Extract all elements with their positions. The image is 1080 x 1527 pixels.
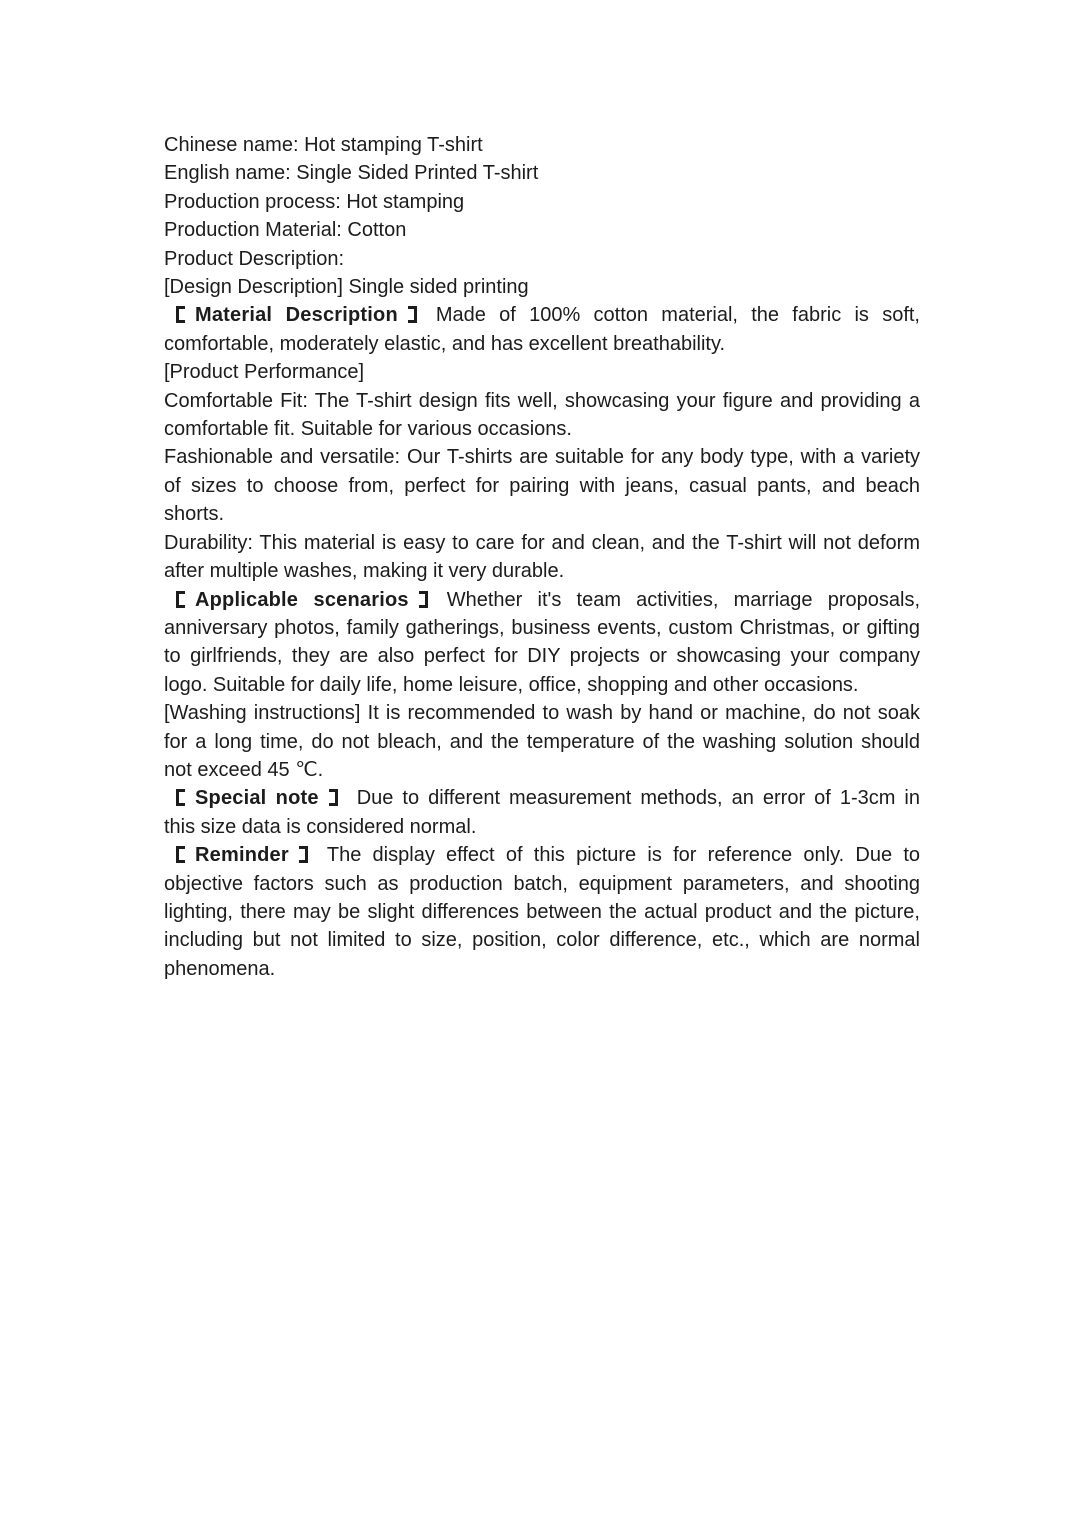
section-heading: Reminder: [195, 844, 289, 867]
lenticular-bracket-close-icon: [299, 846, 308, 863]
paragraph: [164, 188, 920, 216]
section-heading: Applicable scenarios: [195, 588, 409, 611]
paragraph-text: Production Material: Cotton: [164, 219, 407, 242]
lenticular-bracket-close-icon: [419, 591, 428, 608]
paragraph-text: Fashionable and versatile: Our T-shirts are suitable for any body type, with a variety of sizes to choose from, perfect for pairing with jeans, casual pants, and beach shorts.: [164, 446, 920, 526]
paragraph-text: Chinese name: Hot stamping T-shirt: [164, 134, 483, 156]
paragraph-text: English name: Single Sided Printed T-shirt: [164, 162, 539, 185]
paragraph-text: Product Description:: [164, 247, 345, 270]
paragraph: [164, 216, 920, 244]
section-paragraph: [164, 841, 920, 983]
paragraph-text: Due to different measurement methods, an error of 1-3cm in this size data is considered normal.: [164, 787, 921, 838]
lenticular-bracket-open-icon: [176, 591, 185, 608]
paragraph-text: Made of 100% cotton material, the fabric is soft, comfortable, moderately elastic, and has excellent breathability.: [164, 304, 920, 355]
paragraph: [164, 273, 920, 301]
lenticular-bracket-open-icon: [176, 789, 185, 806]
section-paragraph: [164, 586, 920, 700]
lenticular-bracket-open-icon: [176, 846, 185, 863]
paragraph-text: [Washing instructions] It is recommended to wash by hand or machine, do not soak for a long time, do not bleach, and the temperature of the washing solution should not exceed 45 ℃.: [164, 702, 920, 781]
section-heading: Material Description: [195, 304, 398, 327]
section-paragraph: [164, 301, 920, 358]
paragraph-text: Whether it's team activities, marriage proposals, anniversary photos, family gatherings, business events, custom Christmas, or gifting to girlfriends, they are also perfect for DIY projects or showcasing your company logo. Suitable for daily life, home leisure, office, shopping and other occasions.: [164, 588, 920, 696]
paragraph: [164, 529, 920, 586]
paragraph: [164, 699, 920, 784]
paragraph: [164, 387, 920, 444]
paragraph-text: The display effect of this picture is for reference only. Due to objective factors such as production batch, equipment parameters, and shooting lighting, there may be slight differences between the actual product and the picture, including but not limited to size, position, color difference, etc., which are normal phenomena.: [164, 844, 920, 980]
paragraph-text: [Design Description] Single sided printing: [164, 276, 529, 299]
lenticular-bracket-open-icon: [176, 306, 185, 323]
paragraph: [164, 443, 920, 528]
paragraph-text: Durability: This material is easy to care for and clean, and the T-shirt will not deform after multiple washes, making it very durable.: [164, 531, 920, 583]
document-body: [164, 131, 920, 983]
paragraph: [164, 159, 920, 187]
paragraph-text: [Product Performance]: [164, 361, 365, 384]
paragraph: [164, 245, 920, 273]
paragraph-text: Comfortable Fit: The T-shirt design fits well, showcasing your figure and providing a comfortable fit. Suitable for various occasions.: [164, 389, 920, 441]
paragraph-text: Production process: Hot stamping: [164, 190, 465, 213]
section-paragraph: [164, 784, 920, 841]
paragraph: [164, 358, 920, 386]
lenticular-bracket-close-icon: [329, 789, 338, 806]
paragraph: [164, 131, 920, 159]
section-heading: Special note: [195, 787, 319, 810]
lenticular-bracket-close-icon: [408, 306, 417, 323]
